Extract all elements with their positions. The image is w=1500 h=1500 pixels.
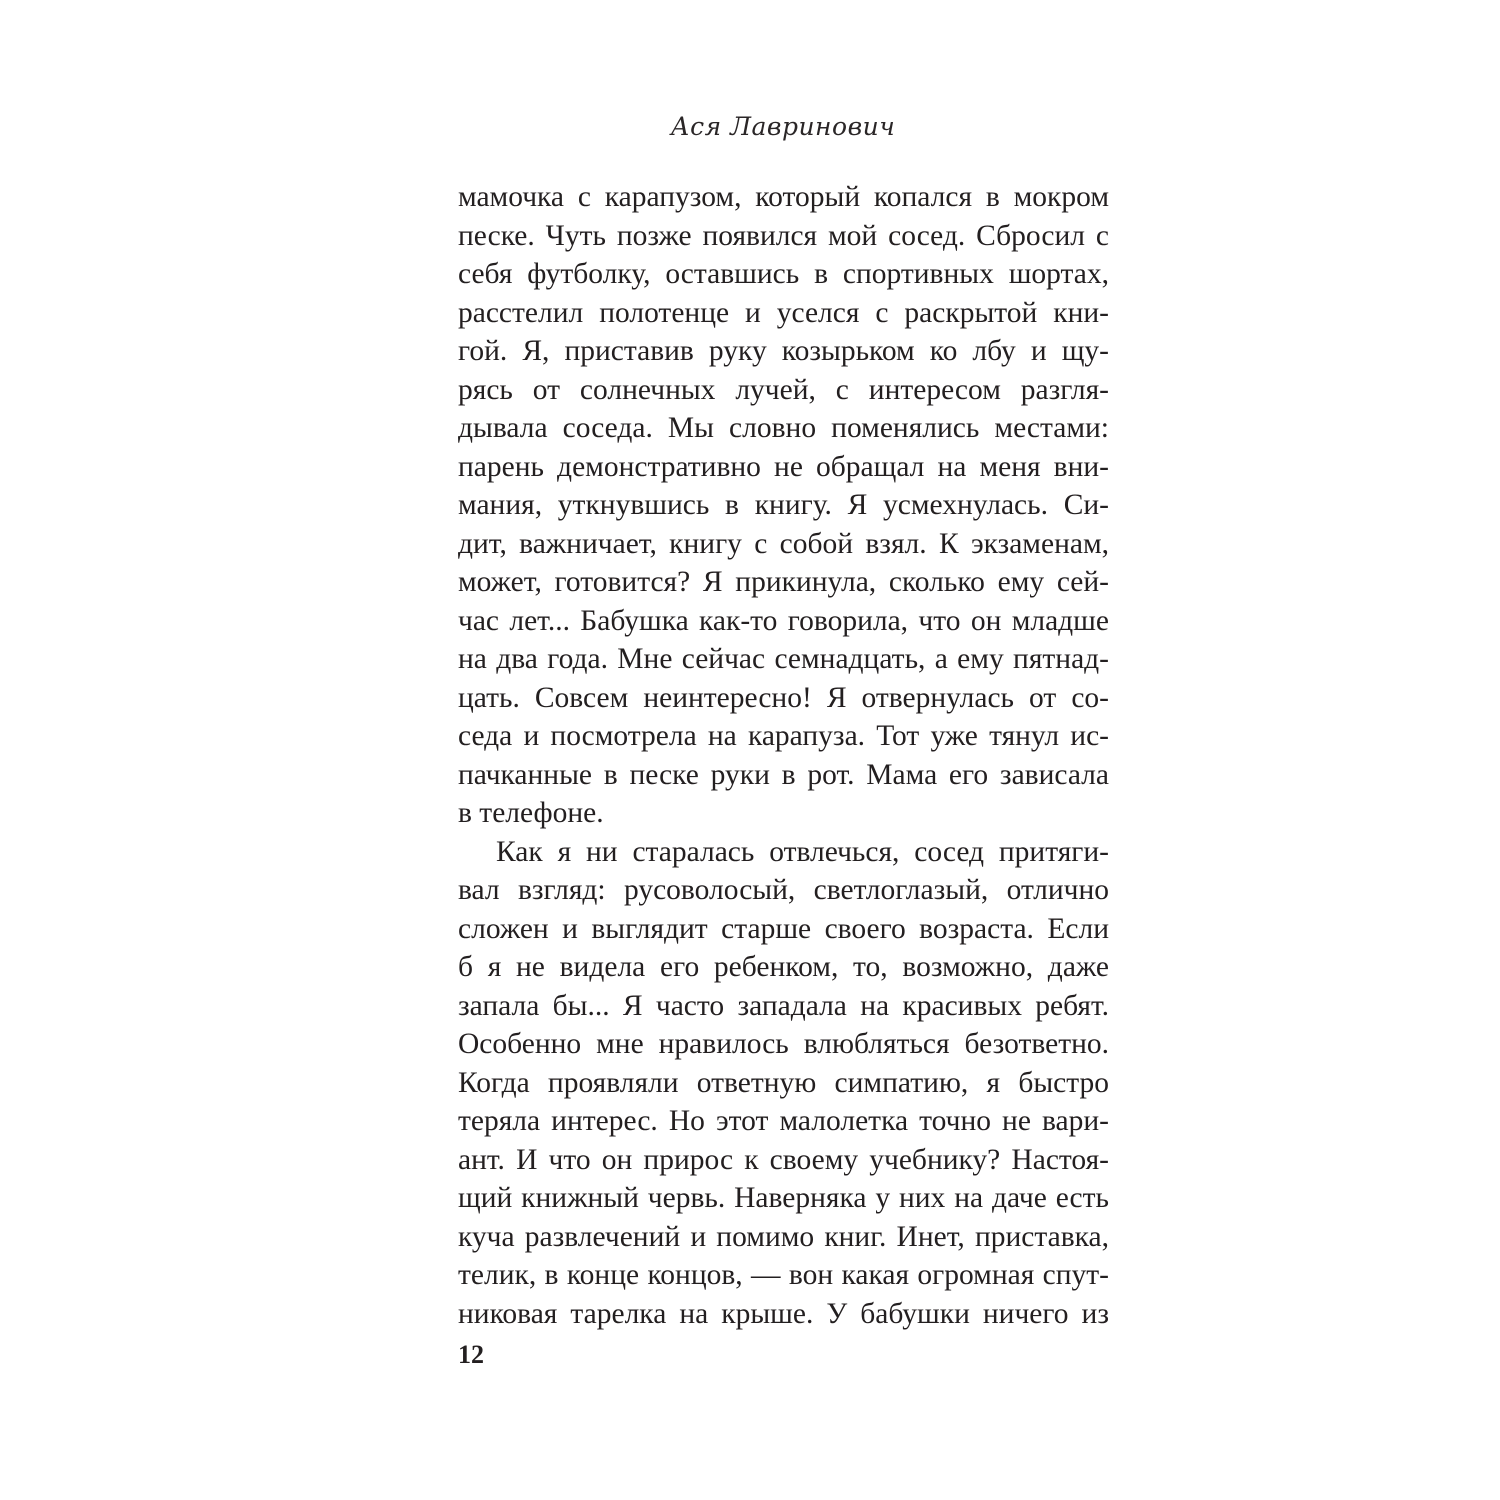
text-line: на два года. Мне сейчас семнадцать, а ему пятнад-	[458, 643, 1109, 675]
text-line: песке. Чуть позже появился мой сосед. Сбросил с	[458, 219, 1109, 252]
text-line: дит, важничает, книгу с собой взял. К экзаменам,	[458, 527, 1109, 560]
text-line-paragraph-start: Как я ни старалась отвлечься, сосед притяги-	[496, 835, 1109, 868]
text-line: куча развлечений и помимо книг. Инет, приставка,	[458, 1220, 1109, 1253]
text-line: мания, уткнувшись в книгу. Я усмехнулась. Си-	[458, 489, 1109, 521]
text-line: щий книжный червь. Наверняка у них на даче есть	[458, 1182, 1109, 1214]
text-line: сложен и выглядит старше своего возраста. Если	[458, 912, 1109, 945]
text-line: Когда проявляли ответную симпатию, я быстро	[458, 1066, 1109, 1099]
text-line: ант. И что он прирос к своему учебнику? Настоя-	[458, 1143, 1109, 1176]
text-line: час лет... Бабушка как-то говорила, что он младше	[458, 604, 1109, 637]
text-line: никовая тарелка на крыше. У бабушки ничего из	[458, 1297, 1109, 1330]
text-line: в телефоне.	[458, 797, 604, 829]
text-line: гой. Я, приставив руку козырьком ко лбу и щу-	[458, 335, 1109, 367]
text-line: телик, в конце концов, — вон какая огромная спут-	[458, 1259, 1109, 1291]
text-line: рясь от солнечных лучей, с интересом разгля-	[458, 373, 1109, 406]
text-line: Особенно мне нравилось влюбляться безответно.	[458, 1028, 1109, 1060]
text-line: седа и посмотрела на карапуза. Тот уже тянул ис-	[458, 720, 1109, 752]
page-number: 12	[458, 1340, 484, 1369]
text-line: пачканные в песке руки в рот. Мама его зависала	[458, 758, 1109, 791]
text-line: б я не видела его ребенком, то, возможно, даже	[458, 951, 1109, 983]
text-line: теряла интерес. Но этот малолетка точно не вари-	[458, 1105, 1109, 1137]
text-line: расстелил полотенце и уселся с раскрытой кни-	[458, 296, 1109, 329]
text-line: цать. Совсем неинтересно! Я отвернулась от со-	[458, 681, 1109, 714]
text-line: может, готовится? Я прикинула, сколько ему сей-	[458, 566, 1109, 598]
text-line: вал взгляд: русоволосый, светлоглазый, отлично	[458, 874, 1109, 906]
text-line: себя футболку, оставшись в спортивных шортах,	[458, 258, 1109, 290]
body-text	[458, 178, 1109, 1333]
text-line: запала бы... Я часто западала на красивых ребят.	[458, 989, 1109, 1022]
text-line: дывала соседа. Мы словно поменялись местами:	[458, 412, 1109, 444]
running-head-author: Ася Лавринович	[670, 112, 896, 141]
text-line: мамочка с карапузом, который копался в мокром	[458, 181, 1109, 213]
text-line: парень демонстративно не обращал на меня вни-	[458, 450, 1109, 483]
